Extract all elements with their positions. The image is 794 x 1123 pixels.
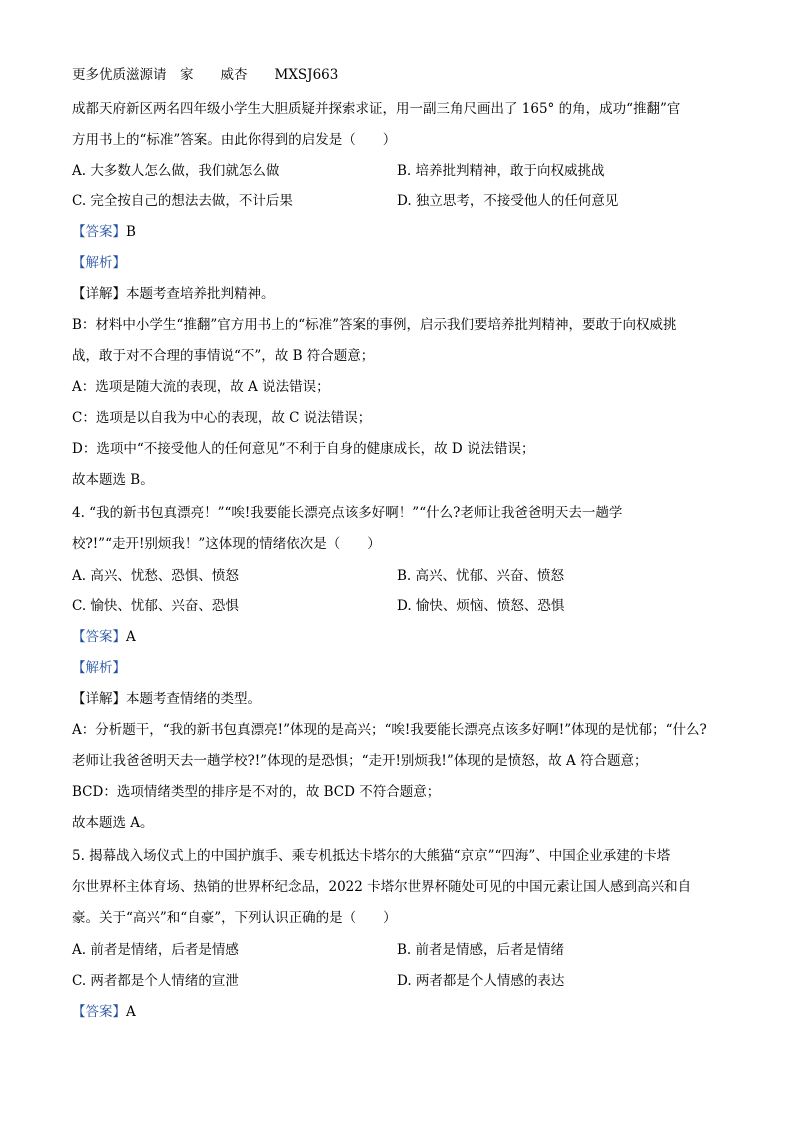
q3-option-d: D. 独立思考，不接受他人的任何意见 <box>397 193 619 209</box>
q3-explain-2: 战，敢于对不合理的事情说“不”，故 B 符合题意； <box>72 348 375 364</box>
q3-explain-6: 故本题选 B。 <box>72 472 154 488</box>
answer-tag: 【答案】 <box>72 629 126 645</box>
q3-option-b: B. 培养批判精神，敢于向权威挑战 <box>397 163 605 179</box>
q4-explain-2: 老师让我爸爸明天去一趟学校?!”体现的是恐惧；“走开!别烦我!”体现的是愤怒，故 A 符合题意； <box>72 753 648 769</box>
q5-answer-line <box>72 1003 136 1021</box>
q3-explain-3: A：选项是随大流的表现，故 A 说法错误； <box>72 379 330 395</box>
q4-stem-line1: 4. “我的新书包真漂亮！”“唉!我要能长漂亮点该多好啊！”“什么?老师让我爸爸明天去一趟学 <box>72 505 623 521</box>
q3-detail-line <box>72 285 275 303</box>
q3-answer: B <box>126 224 136 240</box>
q4-detail: 本题考查情绪的类型。 <box>126 691 261 707</box>
q3-stem-line2: 方用书上的“标准”答案。由此你得到的启发是（ ） <box>72 132 397 148</box>
q4-answer: A <box>126 629 136 645</box>
q3-option-c: C. 完全按自己的想法去做，不计后果 <box>72 193 293 209</box>
answer-tag: 【答案】 <box>72 224 126 240</box>
q4-detail-line <box>72 690 261 708</box>
q4-explain-3: BCD：选项情绪类型的排序是不对的，故 BCD 不符合题意； <box>72 784 441 800</box>
q4-analysis-tag: 【解析】 <box>72 660 126 676</box>
q3-analysis-tag: 【解析】 <box>72 255 126 271</box>
q3-explain-5: D：选项中“不接受他人的任何意见”不利于自身的健康成长，故 D 说法错误； <box>72 441 535 457</box>
q4-explain-1: A：分析题干，“我的新书包真漂亮!”体现的是高兴；“唉!我要能长漂亮点该多好啊!”体现的是忧郁；“什么? <box>72 722 707 738</box>
q5-option-a: A. 前者是情绪，后者是情感 <box>72 942 239 958</box>
q3-explain-1: B：材料中小学生“推翻”官方用书上的“标准”答案的事例，启示我们要培养批判精神，要敢于向权威挑 <box>72 317 677 333</box>
q3-answer-line <box>72 223 136 241</box>
q5-stem-line1: 5. 揭幕战入场仪式上的中国护旗手、乘专机抵达卡塔尔的大熊猫“京京”“四海”、中国企业承建的卡塔 <box>72 848 671 864</box>
q4-explain-4: 故本题选 A。 <box>72 815 154 831</box>
q4-option-c: C. 愉快、忧郁、兴奋、恐惧 <box>72 598 239 614</box>
q3-option-a: A. 大多数人怎么做，我们就怎么做 <box>72 163 280 179</box>
q5-answer: A <box>126 1004 136 1020</box>
q4-option-d: D. 愉快、烦恼、愤怒、恐惧 <box>397 598 565 614</box>
detail-tag: 【详解】 <box>72 286 126 302</box>
q5-stem-line2: 尔世界杯主体育场、热销的世界杯纪念品，2022 卡塔尔世界杯随处可见的中国元素让国人感到高兴和自 <box>72 879 692 895</box>
q4-answer-line <box>72 628 136 646</box>
q4-stem-line2: 校?!”“走开!别烦我！”这体现的情绪依次是（ ） <box>72 536 381 552</box>
q3-explain-4: C：选项是以自我为中心的表现，故 C 说法错误； <box>72 410 372 426</box>
q5-option-c: C. 两者都是个人情绪的宣泄 <box>72 973 239 989</box>
q5-stem-line3: 豪。关于“高兴”和“自豪”，下列认识正确的是（ ） <box>72 910 397 926</box>
q3-stem-line1: 成都天府新区两名四年级小学生大胆质疑并探索求证，用一副三角尺画出了 165° 的角，成功“推翻”官 <box>72 101 681 117</box>
detail-tag: 【详解】 <box>72 691 126 707</box>
q4-option-a: A. 高兴、忧愁、恐惧、愤怒 <box>72 568 239 584</box>
q3-detail: 本题考查培养批判精神。 <box>126 286 275 302</box>
answer-tag: 【答案】 <box>72 1004 126 1020</box>
q5-option-d: D. 两者都是个人情感的表达 <box>397 973 565 989</box>
q5-option-b: B. 前者是情感，后者是情绪 <box>397 942 565 958</box>
q4-option-b: B. 高兴、忧郁、兴奋、愤怒 <box>397 568 565 584</box>
page-header: 更多优质滋源请 家 威杏 MXSJ663 <box>72 67 339 83</box>
